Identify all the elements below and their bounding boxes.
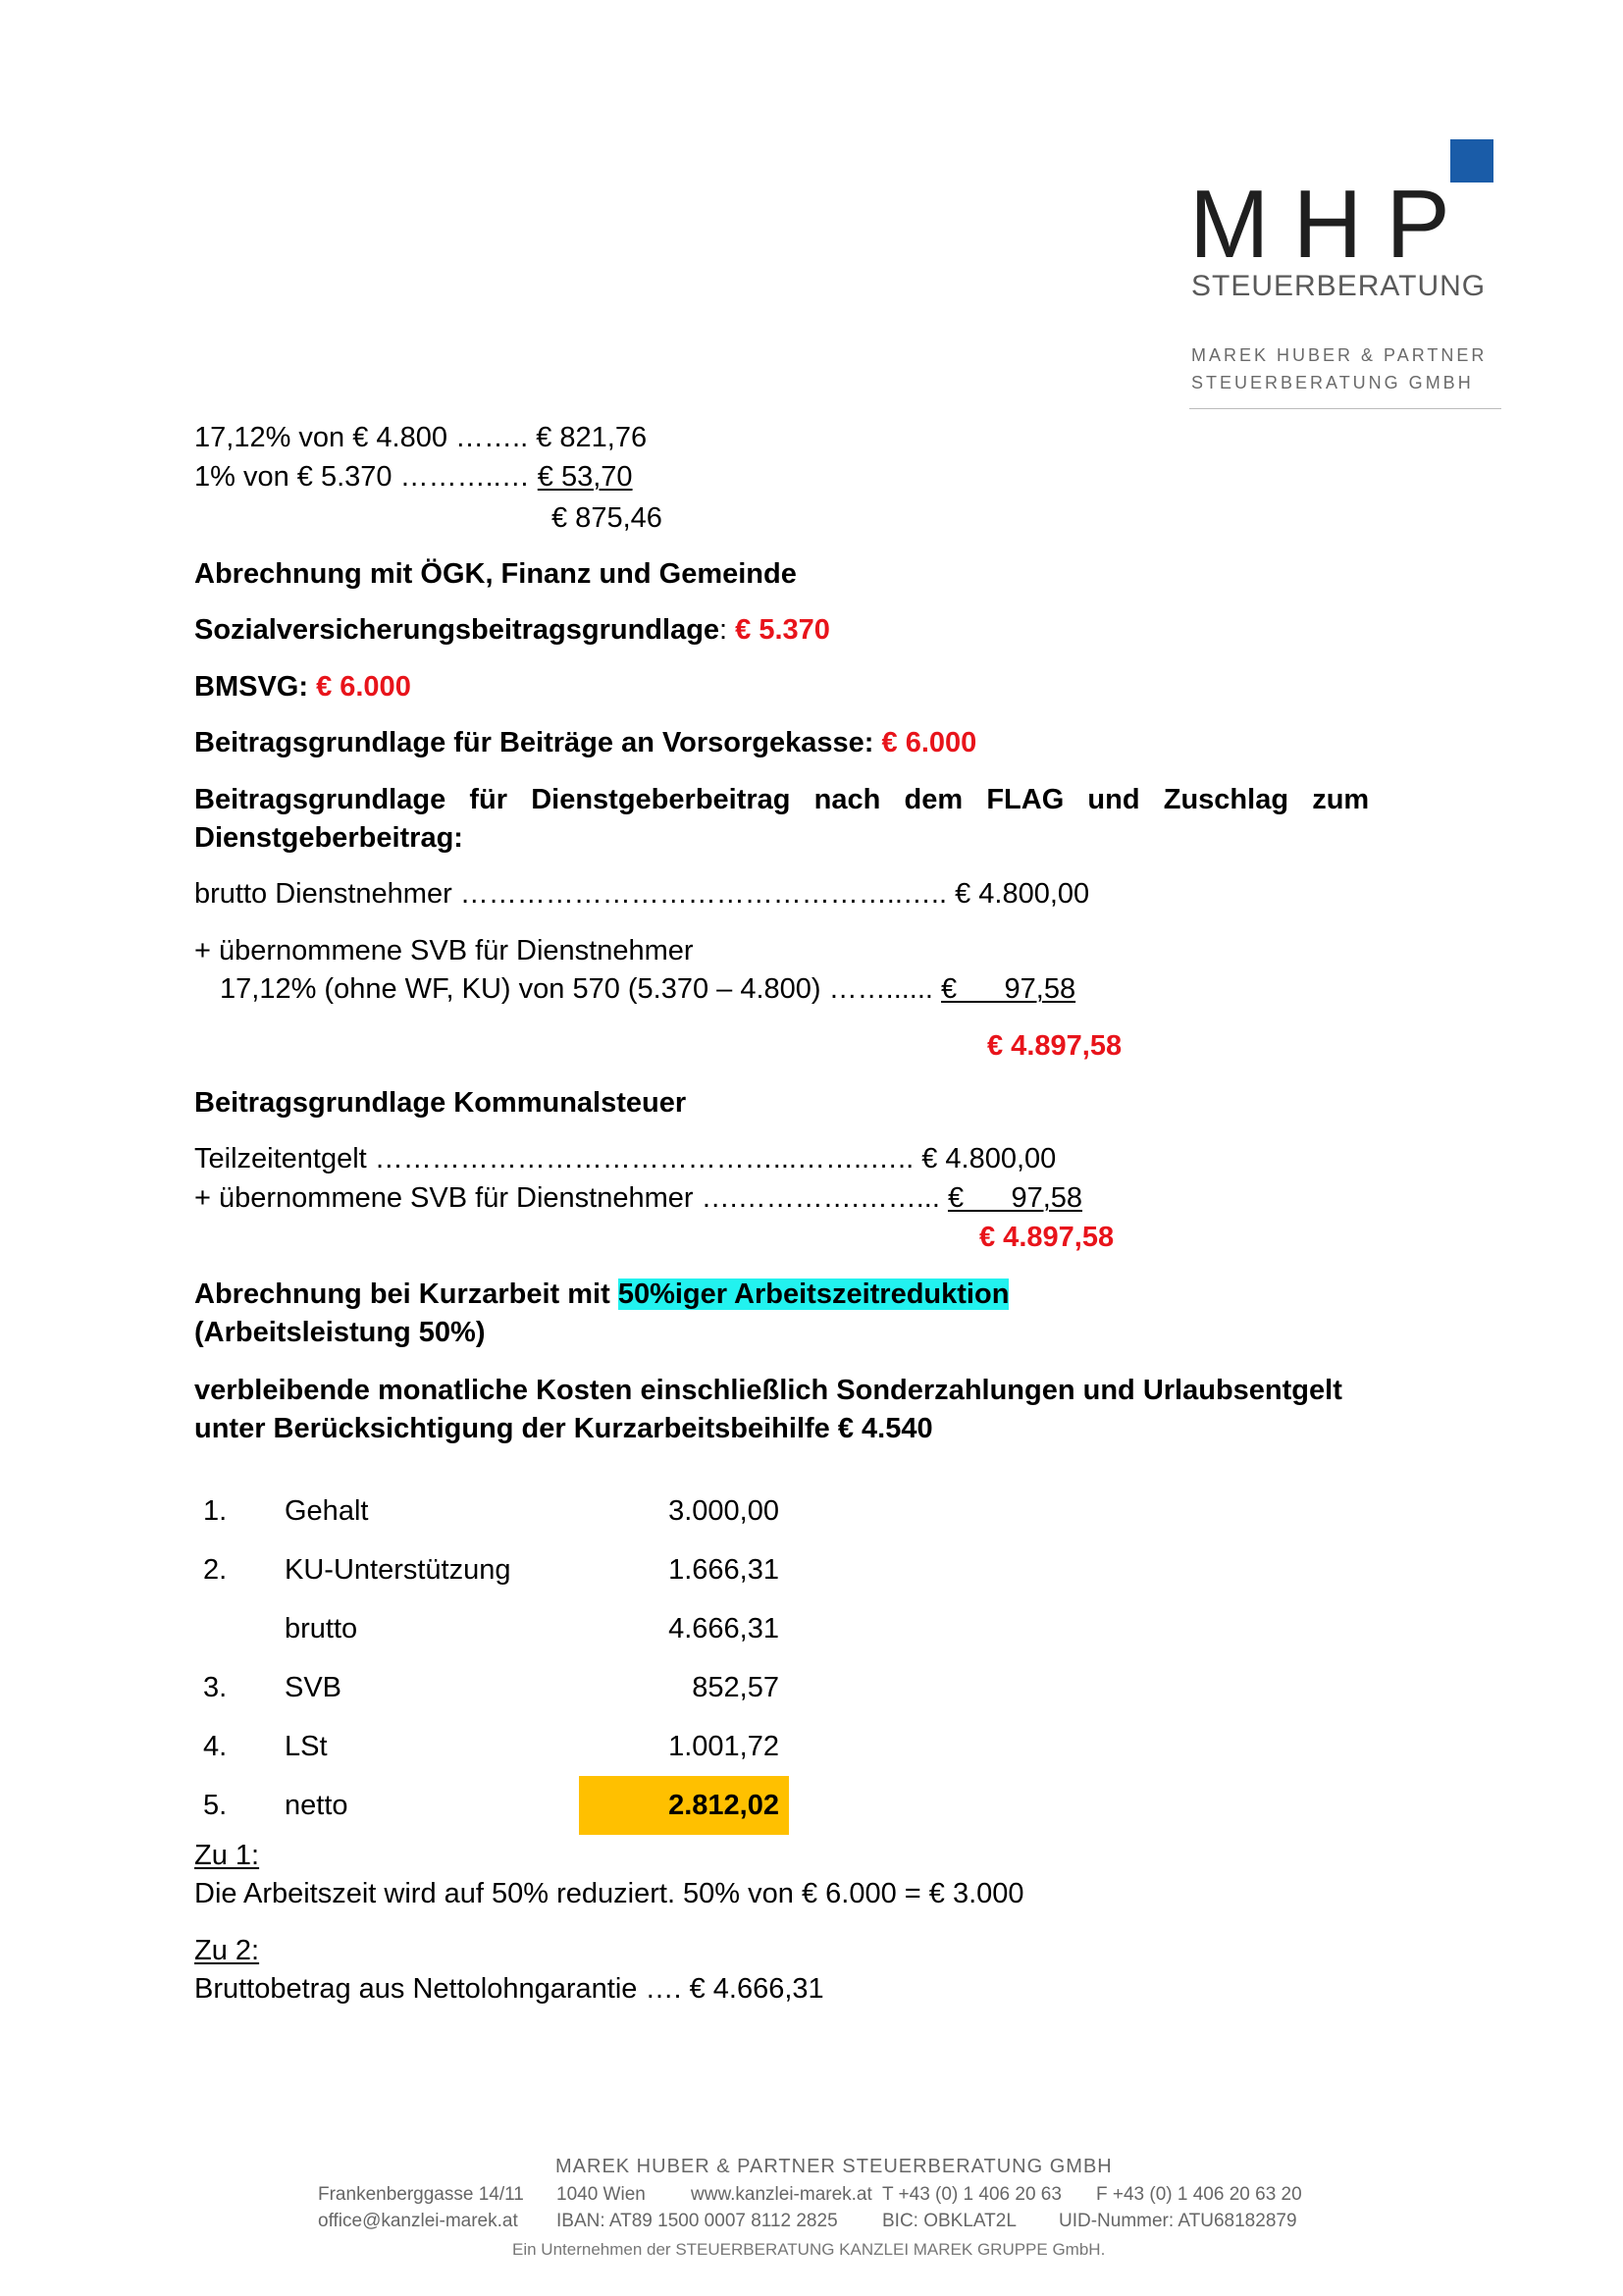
footer-bic: BIC: OBKLAT2L — [882, 2211, 1017, 2231]
row-label: SVB — [285, 1672, 342, 1703]
abrechnung-heading: Abrechnung mit ÖGK, Finanz und Gemeinde — [194, 558, 797, 590]
table-row — [194, 1658, 803, 1717]
row-value: 2.812,02 — [668, 1790, 779, 1821]
vorsorge-line — [194, 725, 976, 760]
logo-company-line2: STEUERBERATUNG GMBH — [1191, 373, 1474, 392]
row-label: Gehalt — [285, 1495, 369, 1527]
table-row — [194, 1717, 803, 1776]
kurzarbeit-heading-text: Abrechnung bei Kurzarbeit mit — [194, 1278, 618, 1310]
row-label: LSt — [285, 1731, 328, 1762]
zu2-label: Zu 2: — [194, 1935, 260, 1966]
table-row — [194, 1599, 803, 1658]
row-value: 1.001,72 — [668, 1731, 779, 1762]
row-number: 4. — [203, 1731, 228, 1762]
row-number: 1. — [203, 1495, 228, 1527]
kosten-line-2: unter Berücksichtigung der Kurzarbeitsbeihilfe € 4.540 — [194, 1413, 933, 1444]
kurzarbeit-heading-highlight: 50%iger Arbeitszeitreduktion — [617, 1278, 1010, 1310]
logo-subtitle: STEUERBERATUNG — [1191, 270, 1487, 302]
kommunal-line-1: Teilzeitentgelt ……………………………………...……..….. € 4.800,00 — [194, 1143, 1057, 1174]
footer-company: MAREK HUBER & PARTNER STEUERBERATUNG GMBH — [555, 2156, 1113, 2177]
kosten-line-1: verbleibende monatliche Kosten einschließlich Sonderzahlungen und Urlaubsentgelt — [194, 1375, 1342, 1406]
row-value: 4.666,31 — [668, 1613, 779, 1644]
kommunal-line-2-amount: € 97,58 — [947, 1182, 1083, 1214]
footer-website-link[interactable]: www.kanzlei-marek.at — [691, 2184, 872, 2205]
kurzarbeit-heading-line-2: (Arbeitsleistung 50%) — [194, 1317, 486, 1348]
flag-brutto-line: brutto Dienstnehmer ………………………………………..….. € 4.800,00 — [194, 878, 1090, 910]
kommunal-heading: Beitragsgrundlage Kommunalsteuer — [194, 1087, 687, 1119]
calc-line-2 — [194, 459, 633, 495]
vorsorge-label: Beitragsgrundlage für Beiträge an Vorsorgekasse: — [194, 727, 882, 758]
footer-address: Frankenberggasse 14/11 — [318, 2184, 524, 2205]
row-number: 5. — [203, 1790, 228, 1821]
row-value: 1.666,31 — [668, 1554, 779, 1586]
sv-line — [194, 612, 830, 648]
row-value: 852,57 — [692, 1672, 779, 1703]
flag-svb-line-2 — [220, 971, 1075, 1007]
flag-svb-line-2-text: 17,12% (ohne WF, KU) von 570 (5.370 – 4.800) ……...... — [220, 973, 942, 1005]
vorsorge-value: € 6.000 — [881, 727, 977, 758]
company-logo — [1178, 137, 1501, 422]
row-label: KU-Unterstützung — [285, 1554, 511, 1586]
footer-phone: T +43 (0) 1 406 20 63 — [882, 2184, 1062, 2205]
flag-heading-line-2: Dienstgeberbeitrag: — [194, 822, 463, 854]
footer-email-link[interactable]: office@kanzlei-marek.at — [318, 2211, 518, 2231]
kommunal-line-2-text: + übernommene SVB für Dienstnehmer ….………….……... — [194, 1182, 948, 1214]
flag-svb-line-2-amount: € 97,58 — [941, 973, 1076, 1005]
row-number: 3. — [203, 1672, 228, 1703]
zu1-label: Zu 1: — [194, 1840, 260, 1871]
footer-fax: F +43 (0) 1 406 20 63 20 — [1096, 2184, 1302, 2205]
table-row — [194, 1482, 803, 1540]
row-label: brutto — [285, 1613, 358, 1644]
calc-line-2-amount: € 53,70 — [537, 461, 633, 493]
bmsvg-label: BMSVG: — [194, 671, 317, 703]
footer-tagline: Ein Unternehmen der STEUERBERATUNG KANZLEI MAREK GRUPPE GmbH. — [512, 2240, 1106, 2259]
flag-total: € 4.897,58 — [987, 1030, 1123, 1062]
bmsvg-line — [194, 669, 411, 704]
kommunal-line-2 — [194, 1180, 1082, 1216]
logo-company-line1: MAREK HUBER & PARTNER — [1191, 345, 1488, 365]
row-label: netto — [285, 1790, 348, 1821]
calc-line-3: € 875,46 — [551, 502, 662, 534]
sv-label: Sozialversicherungsbeitragsgrundlage — [194, 614, 720, 646]
calc-line-2-text: 1% von € 5.370 ………..… — [194, 461, 538, 493]
zu1-text: Die Arbeitszeit wird auf 50% reduziert. 50% von € 6.000 = € 3.000 — [194, 1878, 1024, 1909]
bmsvg-value: € 6.000 — [316, 671, 411, 703]
kurzarbeit-heading — [194, 1277, 1009, 1312]
table-row — [194, 1776, 803, 1835]
logo-letters: MHP — [1189, 170, 1474, 278]
salary-table — [194, 1482, 803, 1835]
row-value: 3.000,00 — [668, 1495, 779, 1527]
table-row — [194, 1540, 803, 1599]
zu2-text: Bruttobetrag aus Nettolohngarantie …. € 4.666,31 — [194, 1973, 824, 2005]
flag-svb-line-1: + übernommene SVB für Dienstnehmer — [194, 935, 694, 966]
sv-colon: : — [719, 614, 728, 646]
kommunal-total: € 4.897,58 — [979, 1222, 1115, 1253]
row-number: 2. — [203, 1554, 228, 1586]
footer-iban: IBAN: AT89 1500 0007 8112 2825 — [556, 2211, 838, 2231]
footer-city: 1040 Wien — [556, 2184, 646, 2205]
calc-line-1: 17,12% von € 4.800 …….. € 821,76 — [194, 422, 648, 453]
flag-heading-line-1: Beitragsgrundlage für Dienstgeberbeitrag nach dem FLAG und Zuschlag zum — [194, 784, 1370, 815]
footer-uid: UID-Nummer: ATU68182879 — [1059, 2211, 1297, 2231]
sv-value: € 5.370 — [735, 614, 830, 646]
logo-divider — [1189, 408, 1501, 409]
